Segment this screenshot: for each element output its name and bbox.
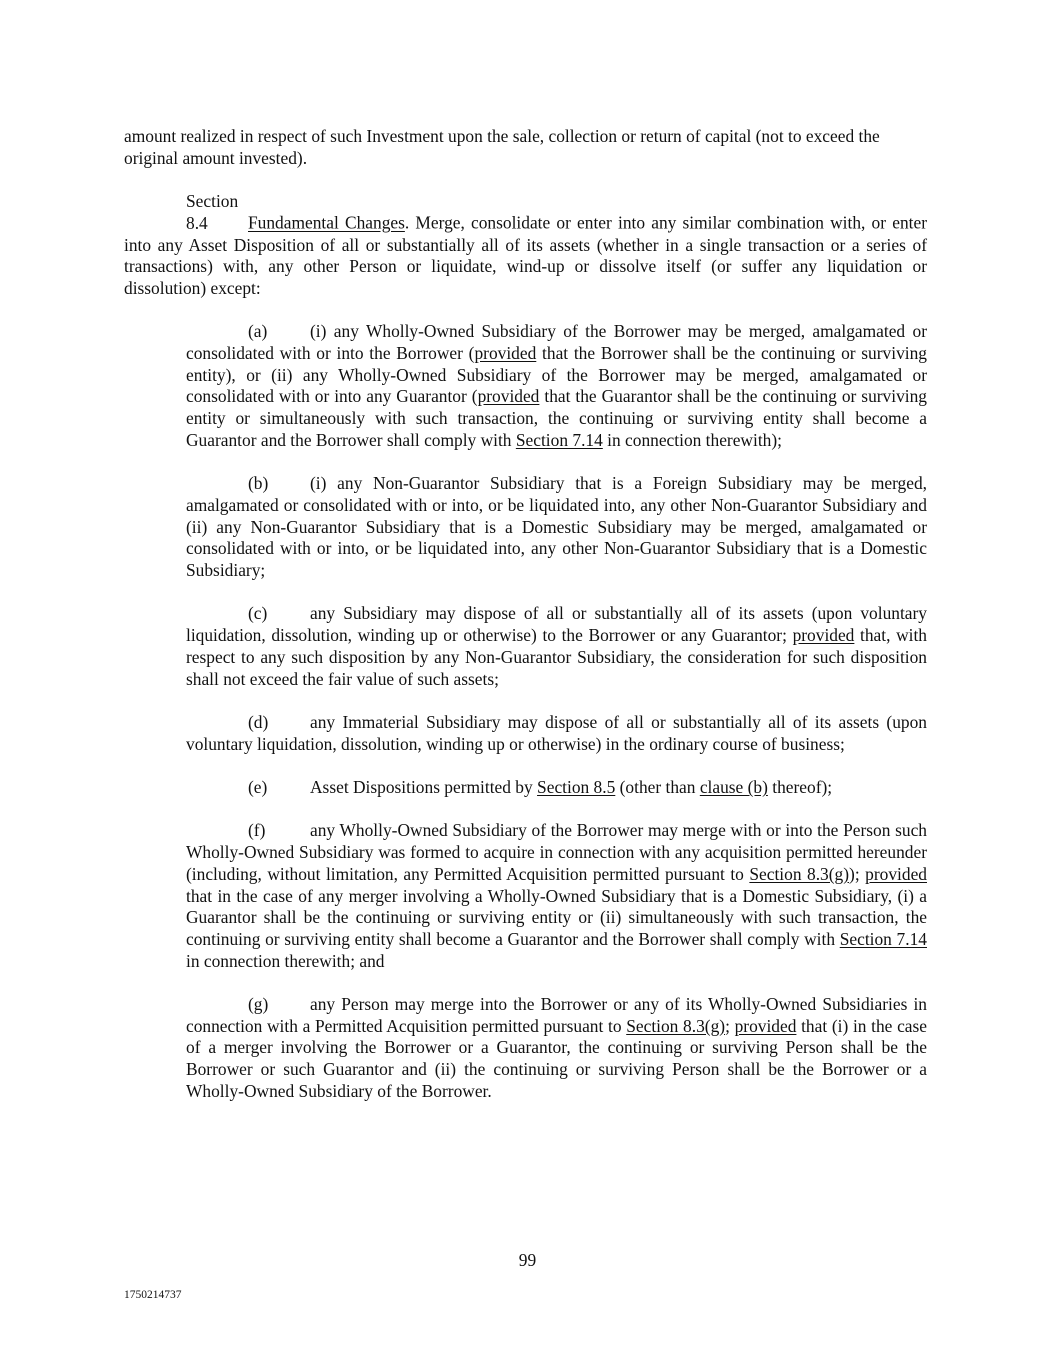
clause-text: that (i) in the case of a merger involving the Borrower or a Guarantor, the continuing or surviving Person shall be the Borrower or such Guarantor and (ii) the continuing or surviving Person shall be the Borrower or a Wholly-Owned Subsidiary of the Borrower. — [186, 1015, 927, 1101]
clause-c — [186, 603, 927, 690]
clause-e-label: (e) — [248, 777, 268, 797]
provided-term: provided — [477, 386, 540, 407]
section-number: Section 8.4 — [186, 191, 239, 233]
clause-text: that the Guarantor shall be the continuing or surviving entity or simultaneously with such transaction, the continuing or surviving entity shall become a Guarantor and the Borrower shall comply with — [186, 386, 927, 450]
clause-text: in connection therewith); — [602, 429, 782, 450]
section-heading-period: . — [404, 212, 410, 233]
section-reference: Section 8.3(g) — [749, 863, 850, 884]
section-reference: Section 7.14 — [515, 429, 603, 450]
clause-a — [186, 321, 927, 451]
continuation-paragraph — [124, 126, 927, 169]
clause-b-label: (b) — [248, 473, 269, 494]
clause-text: (i) any Non-Guarantor Subsidiary that is a Foreign Subsidiary may be merged, amalgamated or consolidated with or into, or be liquidated into, any other Non-Guarantor Subsidiary and (ii) any Non-Guarantor Subsidiary that is a Domestic Subsidiary may be merged, amalgamated or consolidated with or into, or be liquidated into, any other Non-Guarantor Subsidiary that is a Domestic Subsidiary; — [186, 473, 927, 581]
clause-text: thereof); — [767, 777, 833, 797]
clause-text: any Wholly-Owned Subsidiary of the Borrower may merge with or into the Person such Wholly-Owned Subsidiary was formed to acquire in connection with any acquisition permitted hereunder (including, without limitation, any Permitted Acquisition permitted pursuant to — [186, 820, 927, 884]
clause-text: ); — [849, 863, 866, 884]
clause-g-label: (g) — [248, 994, 269, 1014]
section-reference: Section 7.14 — [839, 928, 927, 949]
section-reference: Section 8.3(g) — [626, 1015, 726, 1036]
clause-text: Asset Dispositions permitted by — [310, 777, 538, 797]
clause-d-label: (d) — [248, 711, 269, 732]
clause-text: ; — [725, 1015, 735, 1036]
section-8-4-paragraph — [124, 191, 927, 300]
clause-c-label: (c) — [248, 603, 268, 624]
provided-term: provided — [865, 863, 927, 884]
clause-b — [186, 473, 927, 582]
section-reference: Section 8.5 — [537, 777, 616, 797]
provided-term: provided — [734, 1015, 797, 1036]
clause-text: that, with respect to any such disposition by any Non-Guarantor Subsidiary, the consideration for such disposition shall not exceed the fair value of such assets; — [186, 625, 927, 689]
clause-d — [186, 712, 927, 755]
document-body — [124, 126, 927, 1124]
page-number: 99 — [518, 1250, 537, 1270]
clause-text: (i) any Wholly-Owned Subsidiary of the Borrower may be merged, amalgamated or consolidated with or into the Borrower ( — [186, 321, 927, 363]
clause-e — [186, 777, 927, 799]
clause-f-label: (f) — [248, 820, 266, 841]
clause-text: any Subsidiary may dispose of all or substantially all of its assets (upon voluntary liquidation, dissolution, winding up or otherwise) to the Borrower or any Guarantor; — [186, 603, 927, 646]
clause-text: (other than — [615, 777, 700, 797]
clause-text: in connection therewith; and — [186, 950, 385, 971]
section-text: Merge, consolidate or enter into any similar combination with, or enter into any Asset Disposition of all or substantially all of its assets (whether in a single transaction or a series of transactions) with, any other Person or liquidate, wind-up or dissolve itself (or suffer any liquidation or dissolution) except: — [124, 212, 927, 298]
clause-text: that the Borrower shall be the continuing or surviving entity), or (ii) any Wholly-Owned Subsidiary of the Borrower may be merged, amalgamated or consolidated with or into any Guarantor ( — [186, 343, 927, 407]
section-heading: Fundamental Changes — [248, 212, 405, 233]
clause-text: that in the case of any merger involving a Wholly-Owned Subsidiary that is a Domestic Subsidiary, (i) a Guarantor shall be the continuing or surviving entity or (ii) simultaneously with such transaction, the continuing or surviving entity shall become a Guarantor and the Borrower shall comply with — [186, 885, 927, 949]
provided-term: provided — [792, 625, 855, 646]
provided-term: provided — [474, 343, 537, 363]
clause-reference: clause (b) — [699, 777, 768, 797]
clause-text: any Person may merge into the Borrower or any of its Wholly-Owned Subsidiaries in connection with a Permitted Acquisition permitted pursuant to — [186, 994, 927, 1036]
clause-a-label: (a) — [248, 321, 268, 342]
clause-f — [186, 820, 927, 972]
document-id: 1750214737 — [124, 1289, 182, 1301]
clause-text: any Immaterial Subsidiary may dispose of all or substantially all of its assets (upon voluntary liquidation, dissolution, winding up or otherwise) in the ordinary course of business; — [186, 711, 927, 754]
clause-g — [186, 994, 927, 1103]
continuation-text: amount realized in respect of such Investment upon the sale, collection or return of capital (not to exceed the original amount invested). — [124, 126, 880, 168]
